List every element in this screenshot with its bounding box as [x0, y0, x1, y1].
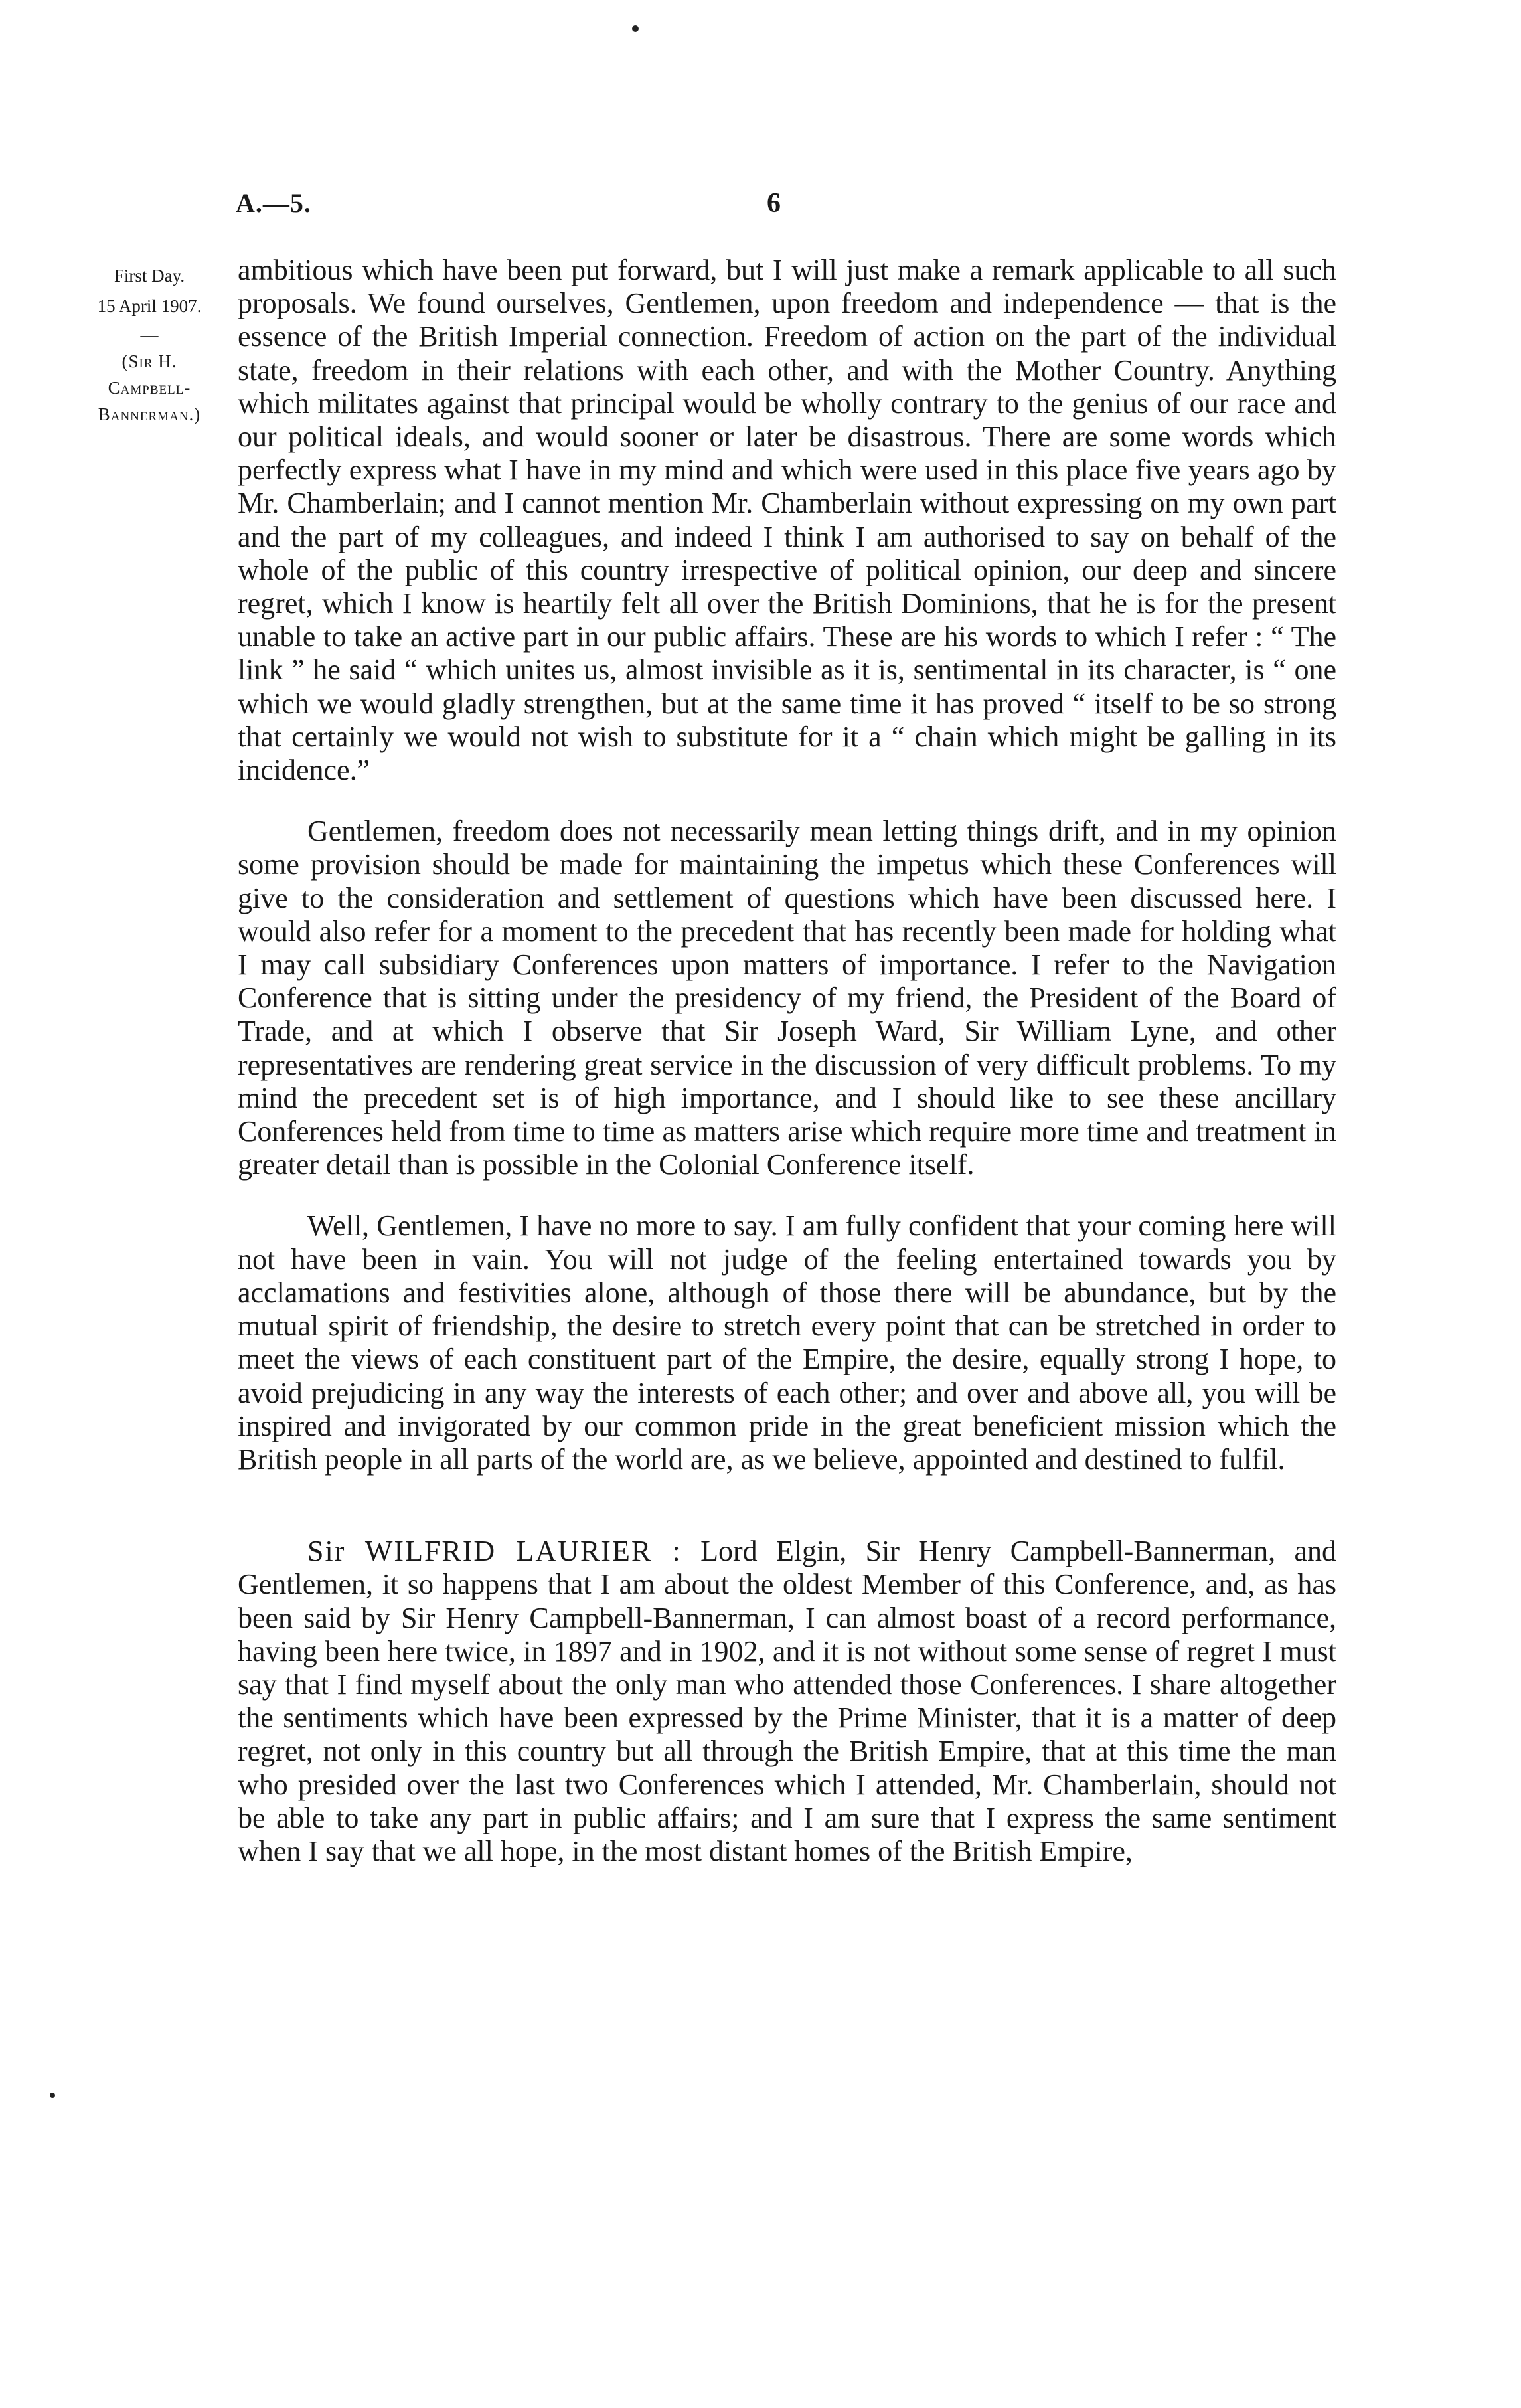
body-text	[238, 254, 1336, 1868]
top-dot-mark	[632, 25, 639, 32]
page-header	[236, 187, 1338, 227]
margin-dash: —	[140, 325, 159, 345]
document-reference: A.—5.	[236, 188, 311, 218]
paragraph-4-text: Lord Elgin, Sir Henry Campbell-Bannerman, and Gentlemen, it so happens that I am about the oldest Member of this Conference, and, as has been said by Sir Henry Campbell-Bannerman, I can almost boast of a record performance, having been here twice, in 1897 and in 1902, and it is not without some sense of regret I must say that I find myself about the only man who attended those Conferences. I share altogether the sentiments which have been expressed by the Prime Minister, that it is a matter of deep regret, not only in this country but all through the British Empire, that at this time the man who presided over the last two Conferences which I attended, Mr. Chamberlain, should not be able to take any part in public affairs; and I am sure that I express the same sentiment when I say that we all hope, in the most distant homes of the British Empire,	[238, 1535, 1337, 1867]
page-number: 6	[767, 188, 781, 218]
paragraph-2: Gentlemen, freedom does not necessarily mean letting things drift, and in my opinion some provision should be made for maintaining the impetus which these Conferences will give to the consideration and settlement of questions which have been discussed here. I would also refer for a moment to the precedent that has recently been made for holding what I may call subsidiary Conferences upon matters of importance. I refer to the Navigation Conference that is sitting under the presidency of my friend, the President of the Board of Trade, and at which I observe that Sir Joseph Ward, Sir William Lyne, and other representatives are rendering great service in the discussion of very difficult problems. To my mind the precedent set is of high importance, and I should like to see these ancillary Conferences held from time to time as matters arise which require more time and treatment in greater detail than is possible in the Colonial Conference itself.	[238, 815, 1336, 1181]
paragraph-3: Well, Gentlemen, I have no more to say. I am fully confident that your coming here will not have been in vain. You will not judge of the feeling entertained towards you by acclamations and festivities alone, although of those there will be abundance, but by the mutual spirit of friendship, the desire to stretch every point that can be stretched in order to meet the views of each constituent part of the Empire, the desire, equally strong I hope, to avoid prejudicing in any way the interests of each other; and over and above all, you will be inspired and invigorated by our common pride in the great beneficient mission which the British people in all parts of the world are, as we believe, appointed and destined to fulfil.	[238, 1209, 1336, 1476]
margin-speaker-line-1: (Sir H.	[121, 351, 177, 371]
margin-speaker-line-3: Bannerman.)	[98, 404, 201, 424]
margin-date: 15 April 1907.	[97, 296, 202, 316]
paragraph-4	[238, 1535, 1336, 1868]
margin-dot-mark	[50, 2093, 55, 2098]
margin-day: First Day.	[114, 266, 185, 286]
margin-note	[70, 260, 229, 428]
paragraph-1: ambitious which have been put forward, but I will just make a remark applicable to all such proposals. We found ourselves, Gentlemen, upon freedom and independence — that is the essence of the British Imperial connection. Freedom of action on the part of the individual state, freedom in their relations with each other, and with the Mother Country. Anything which militates against that principal would be wholly contrary to the genius of our race and our political ideals, and would sooner or later be disastrous. There are some words which perfectly express what I have in my mind and which were used in this place five years ago by Mr. Chamberlain; and I cannot mention Mr. Chamberlain without expressing on my own part and the part of my colleagues, and indeed I think I am authorised to say on behalf of the whole of the public of this country irrespective of political opinion, our deep and sincere regret, which I know is heartily felt all over the British Dominions, that he is for the present unable to take an active part in our public affairs. These are his words to which I refer : “ The link ” he said “ which unites us, almost invisible as it is, sentimental in its character, is “ one which we would gladly strengthen, but at the same time it has proved “ itself to be so strong that certainly we would not wish to substitute for it a “ chain which might be galling in its incidence.”	[238, 254, 1336, 787]
margin-speaker-line-2: Campbell-	[108, 378, 191, 398]
speaker-name: Sir WILFRID LAURIER :	[307, 1535, 682, 1568]
